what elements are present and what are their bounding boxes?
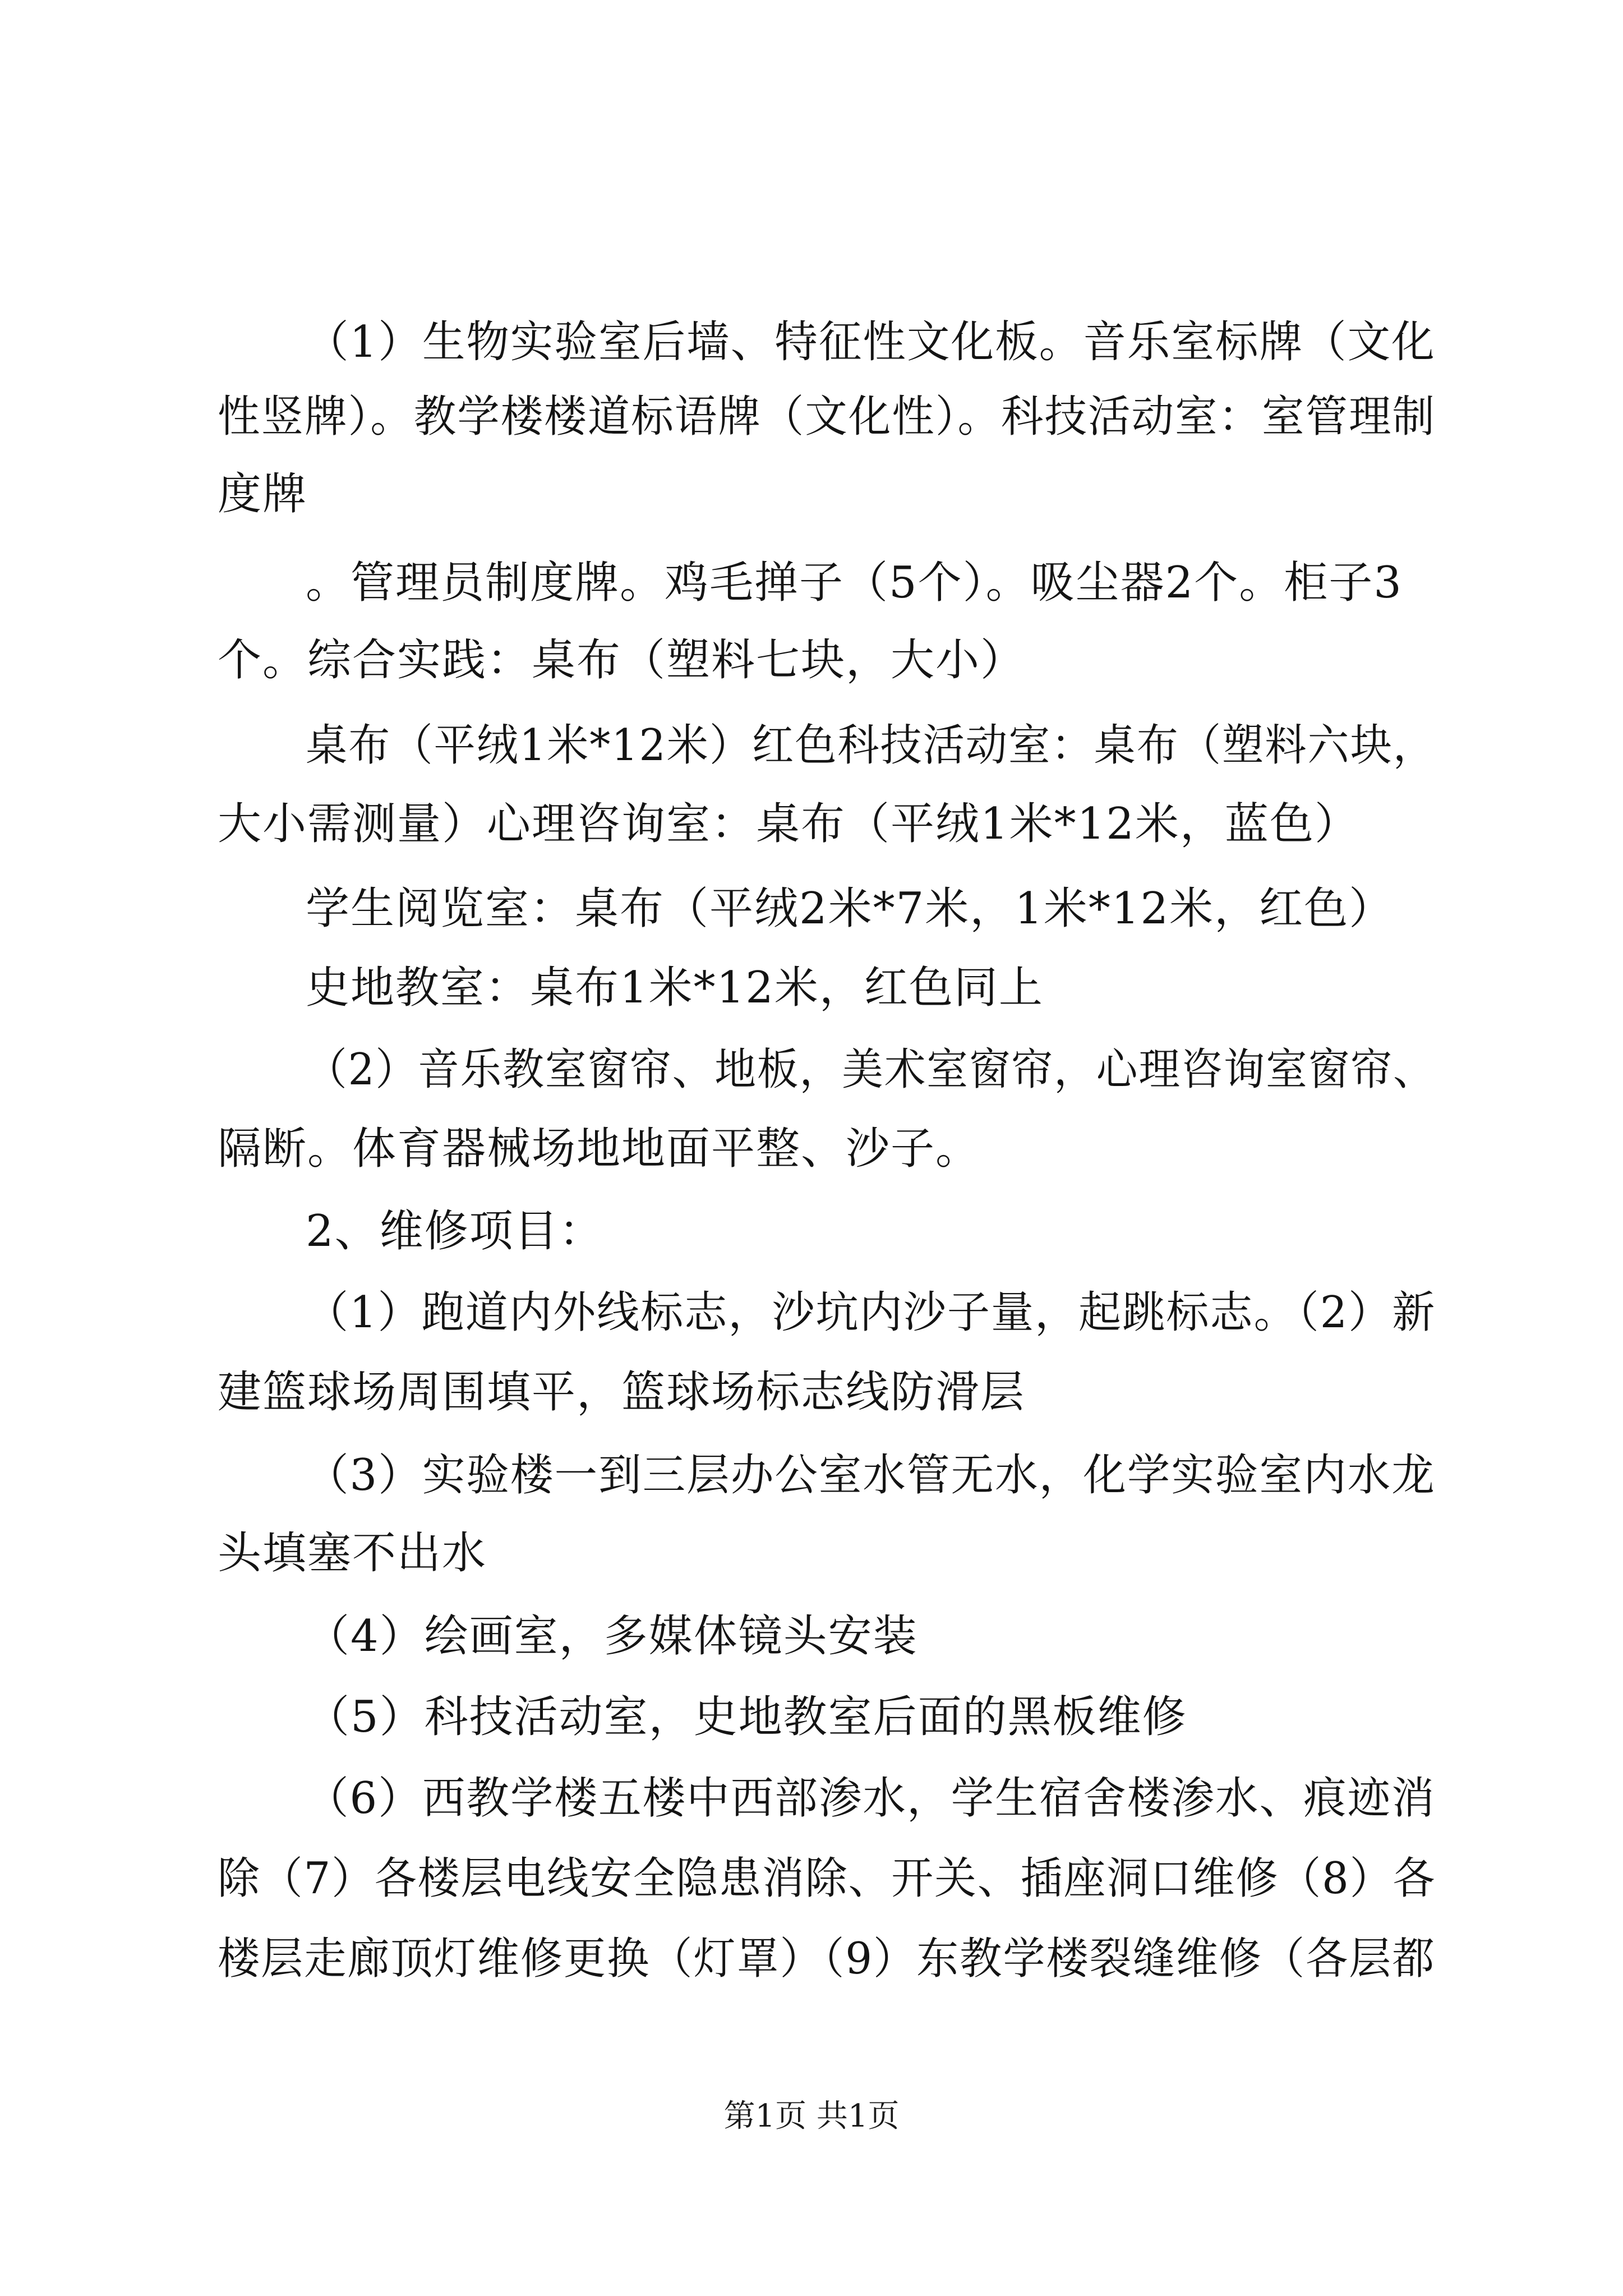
body-line: 桌布（平绒1米*12米）红色科技活动室：桌布（塑料六块， bbox=[306, 720, 1436, 771]
body-line: 度牌 bbox=[218, 469, 308, 519]
body-line: 2、维修项目： bbox=[306, 1206, 604, 1257]
body-line: （3）实验楼一到三层办公室水管无水，化学实验室内水龙 bbox=[306, 1450, 1436, 1501]
body-line: 隔断。体育器械场地地面平整、沙子。 bbox=[218, 1124, 981, 1174]
body-line: 性竖牌）。教学楼楼道标语牌（文化性）。科技活动室：室管理制 bbox=[218, 392, 1436, 442]
body-line: 建篮球场周围填平，篮球场标志线防滑层 bbox=[218, 1367, 1026, 1418]
page-footer: 第1页 共1页 bbox=[723, 2098, 900, 2134]
body-line: 史地教室：桌布1米*12米，红色同上 bbox=[306, 963, 1044, 1013]
body-line: （1）跑道内外线标志，沙坑内沙子量，起跳标志。（2）新 bbox=[306, 1287, 1436, 1338]
body-line: （6）西教学楼五楼中西部渗水，学生宿舍楼渗水、痕迹消 bbox=[306, 1773, 1436, 1824]
body-line: 大小需测量）心理咨询室：桌布（平绒1米*12米，蓝色） bbox=[218, 799, 1359, 849]
body-line: （5）科技活动室，史地教室后面的黑板维修 bbox=[306, 1692, 1187, 1742]
body-line: （2）音乐教室窗帘、地板，美术室窗帘，心理咨询室窗帘、 bbox=[306, 1045, 1436, 1095]
body-line: （4）绘画室，多媒体镜头安装 bbox=[306, 1611, 918, 1662]
body-line: 头填塞不出水 bbox=[218, 1528, 487, 1579]
body-line: 学生阅览室：桌布（平绒2米*7米，1米*12米，红色） bbox=[306, 884, 1394, 934]
body-line: （1）生物实验室后墙、特征性文化板。音乐室标牌（文化 bbox=[306, 317, 1436, 367]
body-line: 楼层走廊顶灯维修更换（灯罩）（9）东教学楼裂缝维修（各层都 bbox=[218, 1934, 1436, 1984]
body-line: 除（7）各楼层电线安全隐患消除、开关、插座洞口维修（8）各 bbox=[218, 1853, 1436, 1904]
body-line: 个。综合实践：桌布（塑料七块，大小） bbox=[218, 635, 1026, 685]
body-line: 。管理员制度牌。鸡毛掸子（5个）。吸尘器2个。柜子3 bbox=[306, 558, 1403, 608]
